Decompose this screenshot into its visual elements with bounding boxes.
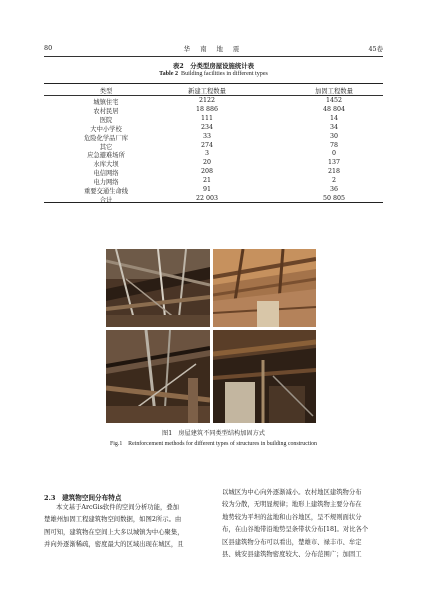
figure-photos bbox=[106, 249, 316, 423]
table-row: 危险化学品厂库 33 30 bbox=[83, 132, 339, 142]
table-header-row: 类型 新建工程数量 加固工程数量 bbox=[99, 88, 353, 96]
page-number: 80 bbox=[44, 44, 53, 52]
table-row: 电力网络 21 2 bbox=[93, 176, 337, 186]
body-line: 楚雄州加固工程建筑物空间数据，如图2所示。由 bbox=[44, 516, 182, 524]
header-rule bbox=[44, 56, 383, 57]
table-row: 其它 274 78 bbox=[99, 141, 339, 151]
body-line: 地势较为平坦的盆地和山谷地区，呈不规则面状分 bbox=[222, 513, 362, 521]
body-line: 布，在山谷地带沿地势呈条带状分布[18]。对比各个 bbox=[222, 526, 369, 534]
table-row: 水库大坝 20 137 bbox=[93, 159, 341, 169]
section-title: 2.3 建筑物空间分布特点 bbox=[44, 494, 122, 502]
table-row: 重要交通生命线 91 36 bbox=[83, 185, 339, 195]
body-line: 以城区为中心向外逐渐减小。农村地区建筑物分布 bbox=[222, 489, 362, 496]
body-line: 较为分散，无明显规律；地形上建筑物主要分布在 bbox=[222, 501, 362, 509]
table-row: 农村民居 18 886 48 804 bbox=[93, 106, 346, 116]
volume-label: 45卷 bbox=[368, 45, 383, 53]
photo-beam-brace bbox=[213, 330, 316, 423]
figure-caption-en: Fig.1 Reinforcement methods for different types of structures in building construction bbox=[109, 441, 317, 447]
journal-title: 华 南 地 震 bbox=[183, 45, 244, 53]
body-line: 图可知，建筑物在空间上大多以城镇为中心聚集， bbox=[44, 528, 184, 536]
photo-steel-column bbox=[106, 330, 210, 423]
table-caption-en bbox=[44, 71, 383, 77]
table-row: 电信网络 208 218 bbox=[93, 168, 341, 178]
table-row: 医院 111 14 bbox=[99, 115, 339, 125]
body-line: 区县建筑物分布可以看出，楚雄市、禄丰市、牟定 bbox=[222, 538, 362, 546]
table-caption-en-text: Building facilities in different types bbox=[181, 71, 268, 77]
body-column-right bbox=[222, 487, 383, 561]
table-row-total: 合计 22 003 50 805 bbox=[99, 194, 346, 204]
running-header bbox=[44, 44, 383, 56]
body-line: 并向外逐渐稀疏，密度最大的区域出现在城区，且 bbox=[44, 541, 184, 549]
table-caption-en-label: Table 2 bbox=[159, 71, 178, 77]
body-line: 本文基于ArcGis软件的空间分析功能，叠加 bbox=[56, 504, 180, 511]
figure-caption-cn: 图1 房屋建筑不同类型结构加固方式 bbox=[162, 430, 265, 437]
photo-steel-truss bbox=[106, 249, 210, 327]
body-column-left bbox=[44, 487, 204, 552]
table-row: 大中小学校 234 34 bbox=[90, 123, 339, 133]
photo-wood-roof bbox=[213, 249, 316, 327]
table-bottom-rule bbox=[44, 202, 383, 203]
table-row: 城镇住宅 2122 1452 bbox=[93, 97, 343, 107]
table-caption-cn: 表2 分类型房屋设施统计表 bbox=[172, 62, 255, 70]
table-row: 应急避难场所 3 0 bbox=[87, 150, 337, 160]
body-line: 县、姚安县建筑物密度较大、分布范围广；加固工 bbox=[222, 551, 362, 559]
body-paragraph bbox=[44, 502, 204, 552]
building-facilities-table bbox=[44, 83, 383, 203]
